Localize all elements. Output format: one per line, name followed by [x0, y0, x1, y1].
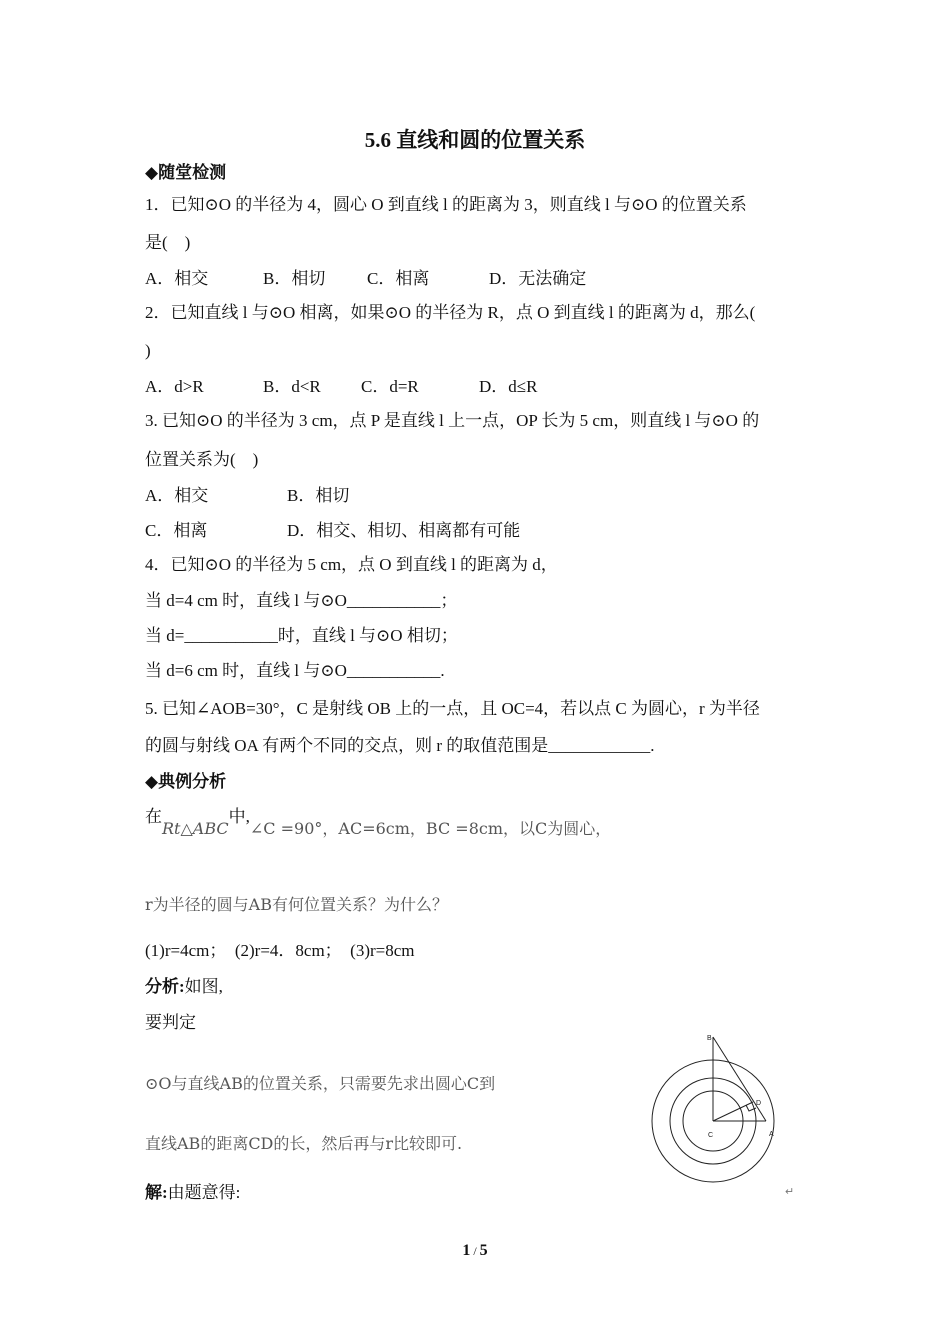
q4-line2: 当 d=4 cm 时，直线 l 与⊙O___________； — [145, 591, 458, 610]
q1-options — [145, 268, 586, 290]
example-mid: 中, — [228, 807, 250, 826]
example-line3: (1)r=4cm； (2)r=4．8cm； (3)r=8cm — [145, 941, 415, 960]
label-d: D — [756, 1100, 762, 1107]
q5-line1: 5. 已知∠AOB=30°，C 是射线 OB 上的一点，且 OC=4，若以点 C 为圆心，r 为半径 — [145, 699, 760, 718]
example-prefix: 在 — [145, 807, 162, 826]
example-triangle: Rt△ABC — [162, 819, 229, 838]
example-line6: ⊙O与直线AB的位置关系，只需要先求出圆心C到 — [145, 1074, 496, 1093]
label-b: B — [707, 1035, 712, 1042]
q5-line2: 的圆与射线 OA 有两个不同的交点，则 r 的取值范围是____________. — [145, 736, 655, 755]
q1-option-a: A．相交 — [145, 269, 209, 288]
analysis-text: 如图, — [184, 977, 223, 996]
page-current: 1 — [462, 1242, 471, 1259]
page-number — [0, 1242, 950, 1260]
example-line2: r为半径的圆与AB有何位置关系？为什么？ — [145, 895, 448, 914]
example-analysis — [145, 976, 223, 998]
page-title: 5.6 直线和圆的位置关系 — [364, 128, 586, 152]
q1-option-b: B．相切 — [263, 269, 326, 288]
q2-option-d: D．d≤R — [479, 377, 538, 396]
segment-cd — [713, 1102, 753, 1121]
q2-options — [145, 376, 537, 398]
q1-line2: 是( ) — [145, 233, 191, 252]
q3-option-d: D．相交、相切、相离都有可能 — [287, 521, 521, 540]
q1-option-c: C．相离 — [367, 269, 430, 288]
label-c: C — [708, 1132, 714, 1139]
q2-option-b: B．d<R — [263, 377, 321, 396]
solution-label: 解: — [145, 1183, 168, 1202]
return-mark: ↵ — [785, 1186, 795, 1198]
page-total: 5 — [479, 1242, 488, 1259]
page-separator: / — [470, 1244, 480, 1258]
q1-option-d: D．无法确定 — [489, 269, 587, 288]
q4-line4: 当 d=6 cm 时，直线 l 与⊙O___________. — [145, 661, 445, 680]
example-line1 — [145, 806, 612, 838]
analysis-label: 分析: — [145, 977, 185, 996]
q4-line1: 4．已知⊙O 的半径为 5 cm，点 O 到直线 l 的距离为 d， — [145, 555, 558, 574]
q2-line2: ) — [145, 341, 151, 360]
section-example: ◆典例分析 — [145, 772, 227, 791]
q3-line1: 3. 已知⊙O 的半径为 3 cm，点 P 是直线 l 上一点，OP 长为 5 cm，则直线 l 与⊙O 的 — [145, 411, 760, 430]
solution-text: 由题意得: — [167, 1183, 241, 1202]
geometry-figure — [640, 1025, 800, 1205]
example-solution — [145, 1182, 240, 1204]
q3-options-row2 — [145, 520, 520, 542]
q3-option-a: A．相交 — [145, 486, 209, 505]
example-line5: 要判定 — [145, 1013, 196, 1032]
example-line7: 直线AB的距离CD的长，然后再与r比较即可. — [145, 1134, 463, 1153]
q3-options-row1 — [145, 485, 349, 507]
q2-line1: 2．已知直线 l 与⊙O 相离，如果⊙O 的半径为 R，点 O 到直线 l 的距离为 d，那么( — [145, 303, 756, 322]
label-a: A — [769, 1131, 774, 1138]
q3-option-b: B．相切 — [287, 486, 350, 505]
q2-option-a: A．d>R — [145, 377, 204, 396]
q3-line2: 位置关系为( ) — [145, 450, 259, 469]
example-conditions: ∠C =90°，AC=6cm，BC =8cm，以C为圆心， — [249, 819, 612, 838]
q4-line3: 当 d=___________时，直线 l 与⊙O 相切； — [145, 626, 458, 645]
q2-option-c: C．d=R — [361, 377, 419, 396]
section-practice: ◆随堂检测 — [145, 163, 227, 182]
q1-line1: 1．已知⊙O 的半径为 4，圆心 O 到直线 l 的距离为 3，则直线 l 与⊙O 的位置关系 — [145, 195, 747, 214]
q3-option-c: C．相离 — [145, 521, 208, 540]
